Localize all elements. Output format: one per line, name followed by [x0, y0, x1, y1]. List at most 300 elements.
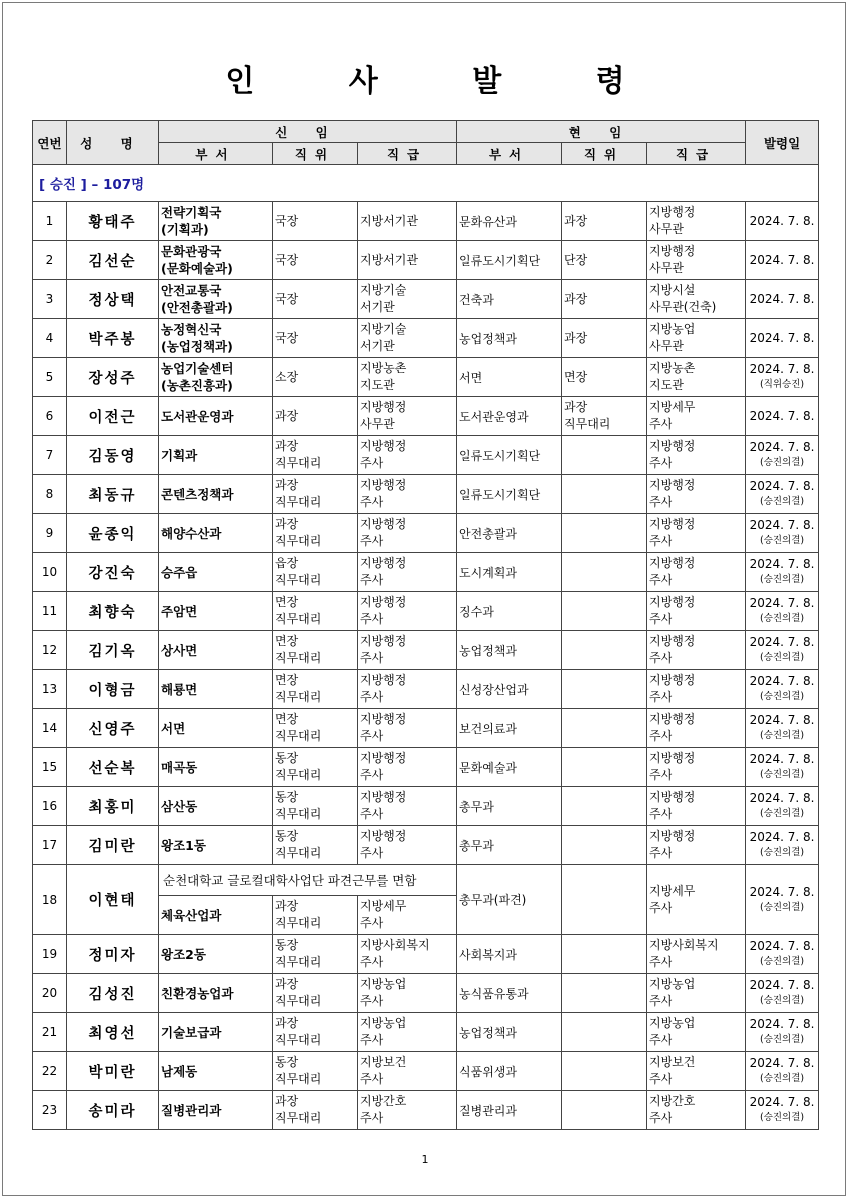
new-dept: 서면	[159, 709, 273, 748]
cell-line: 면장	[564, 369, 588, 384]
cell-line: 지방행정	[360, 595, 407, 609]
cell-line: 면장	[275, 673, 299, 687]
cell-line: 직무대리	[275, 1111, 322, 1125]
new-dept	[159, 319, 273, 358]
current-dept: 농식품유통과	[457, 974, 562, 1013]
date-value: 2024. 7. 8.	[749, 713, 815, 727]
cell-line: 과장	[564, 213, 588, 228]
current-position	[562, 397, 647, 436]
new-grade	[358, 436, 457, 475]
new-position	[273, 709, 358, 748]
current-dept: 농업정책과	[457, 319, 562, 358]
cell-line: 주사	[360, 651, 384, 665]
row-number: 4	[33, 319, 67, 358]
cell-line: 지방세무	[649, 400, 696, 414]
header-cur-dept: 부서	[457, 143, 562, 165]
header-cur-grade: 직급	[647, 143, 746, 165]
person-name: 최동규	[67, 475, 159, 514]
current-dept: 문화예술과	[457, 748, 562, 787]
cell-line: 지방행정	[360, 829, 407, 843]
current-dept: 도서관운영과	[457, 397, 562, 436]
current-position	[562, 974, 647, 1013]
new-position	[273, 592, 358, 631]
cell-line: 직무대리	[275, 807, 322, 821]
cell-line: 지방행정	[649, 478, 696, 492]
current-dept: 문화유산과	[457, 202, 562, 241]
current-grade	[647, 631, 746, 670]
header-new-grade: 직급	[358, 143, 457, 165]
cell-line: 지방간호	[649, 1094, 696, 1108]
cell-line: 직무대리	[275, 1072, 322, 1086]
person-name: 김기옥	[67, 631, 159, 670]
cell-line: 주사	[649, 456, 673, 470]
date-value: 2024. 7. 8.	[749, 596, 815, 610]
current-position	[562, 826, 647, 865]
current-grade	[647, 826, 746, 865]
issue-date	[746, 241, 819, 280]
cell-line: 사무관	[649, 339, 684, 353]
cell-line: 직무대리	[275, 955, 322, 969]
current-position	[562, 709, 647, 748]
person-name: 이전근	[67, 397, 159, 436]
cell-line: 면장	[275, 595, 299, 609]
table-row	[33, 358, 819, 397]
table-row	[33, 1091, 819, 1130]
table-row	[33, 592, 819, 631]
row-number: 23	[33, 1091, 67, 1130]
current-position	[562, 1013, 647, 1052]
row-number: 13	[33, 670, 67, 709]
cell-line: 주사	[649, 534, 673, 548]
current-dept: 보건의료과	[457, 709, 562, 748]
cell-line: 과장	[275, 517, 299, 531]
current-grade	[647, 397, 746, 436]
cell-line: 과장	[564, 330, 588, 345]
current-grade	[647, 670, 746, 709]
current-grade	[647, 280, 746, 319]
new-dept	[159, 358, 273, 397]
person-name: 정미자	[67, 935, 159, 974]
new-dept: 친환경농업과	[159, 974, 273, 1013]
person-name: 이현태	[67, 865, 159, 935]
personnel-table	[32, 120, 819, 1130]
cell-line: 과장	[564, 400, 588, 414]
cell-line: 안전교통국	[161, 283, 222, 298]
new-grade	[358, 631, 457, 670]
date-value: 2024. 7. 8.	[749, 1056, 815, 1070]
current-position	[562, 1091, 647, 1130]
new-position	[273, 748, 358, 787]
cell-line: 전략기획국	[161, 205, 222, 220]
cell-line: 지방세무	[360, 899, 407, 913]
new-dept: 남제동	[159, 1052, 273, 1091]
person-name: 이형금	[67, 670, 159, 709]
new-grade	[358, 475, 457, 514]
cell-line: 주사	[649, 690, 673, 704]
date-value: 2024. 7. 8.	[749, 440, 815, 454]
cell-line: 지방서기관	[360, 213, 418, 228]
new-position	[273, 631, 358, 670]
new-dept: 상사면	[159, 631, 273, 670]
current-dept: 농업정책과	[457, 1013, 562, 1052]
cell-line: 주사	[649, 495, 673, 509]
current-grade	[647, 241, 746, 280]
cell-line: (농업정책과)	[161, 339, 233, 354]
cell-line: 지방행정	[360, 712, 407, 726]
row-number: 12	[33, 631, 67, 670]
issue-date	[746, 319, 819, 358]
date-value: 2024. 7. 8.	[749, 213, 815, 228]
cell-line: 주사	[360, 612, 384, 626]
cell-line: 주사	[649, 955, 673, 969]
new-position	[273, 670, 358, 709]
cell-line: 국장	[275, 213, 299, 228]
new-grade	[358, 358, 457, 397]
cell-line: 지방행정	[360, 517, 407, 531]
page-title: 인 사 발 령	[225, 64, 667, 99]
header-cur-pos: 직위	[562, 143, 647, 165]
current-grade	[647, 358, 746, 397]
person-name: 최향숙	[67, 592, 159, 631]
new-dept: 삼산동	[159, 787, 273, 826]
current-position	[562, 358, 647, 397]
new-position	[273, 896, 358, 935]
issue-date	[746, 748, 819, 787]
current-dept: 질병관리과	[457, 1091, 562, 1130]
new-position	[273, 1052, 358, 1091]
cell-line: 지방행정	[649, 712, 696, 726]
issue-date	[746, 631, 819, 670]
cell-line: 과장	[275, 1016, 299, 1030]
new-grade	[358, 896, 457, 935]
cell-line: 지방서기관	[360, 252, 418, 267]
date-note: (승진의결)	[760, 613, 805, 624]
new-grade	[358, 202, 457, 241]
cell-line: 사무관	[649, 222, 684, 236]
cell-line: 지방행정	[649, 517, 696, 531]
person-name: 선순복	[67, 748, 159, 787]
issue-date	[746, 592, 819, 631]
cell-line: 농업기술센터	[161, 361, 234, 376]
current-dept: 농업정책과	[457, 631, 562, 670]
cell-line: 지도관	[649, 378, 684, 392]
new-grade	[358, 1013, 457, 1052]
cell-line: 지방행정	[360, 673, 407, 687]
cell-line: 국장	[275, 252, 299, 267]
current-dept: 사회복지과	[457, 935, 562, 974]
cell-line: 지방농업	[649, 977, 696, 991]
row-number: 21	[33, 1013, 67, 1052]
cell-line: 지방기술	[360, 322, 407, 336]
current-position	[562, 787, 647, 826]
cell-line: 과장	[275, 977, 299, 991]
date-value: 2024. 7. 8.	[749, 479, 815, 493]
cell-line: 지방보건	[360, 1055, 407, 1069]
new-dept: 매곡동	[159, 748, 273, 787]
new-position	[273, 202, 358, 241]
person-name: 강진숙	[67, 553, 159, 592]
new-position	[273, 935, 358, 974]
current-dept: 일류도시기획단	[457, 241, 562, 280]
date-value: 2024. 7. 8.	[749, 884, 815, 899]
new-dept: 주암면	[159, 592, 273, 631]
cell-line: 지도관	[360, 378, 395, 392]
cell-line: 지방사회복지	[649, 938, 719, 952]
table-row	[33, 475, 819, 514]
cell-line: 지방시설	[649, 283, 696, 297]
date-value: 2024. 7. 8.	[749, 635, 815, 649]
person-name: 신영주	[67, 709, 159, 748]
row-number: 17	[33, 826, 67, 865]
person-name: 김미란	[67, 826, 159, 865]
cell-line: 직무대리	[275, 1033, 322, 1047]
cell-line: 주사	[649, 417, 673, 431]
table-row	[33, 514, 819, 553]
table-row	[33, 787, 819, 826]
date-value: 2024. 7. 8.	[749, 557, 815, 571]
cell-line: 지방행정	[649, 556, 696, 570]
date-note: (승진의결)	[760, 730, 805, 741]
new-grade	[358, 280, 457, 319]
current-grade	[647, 319, 746, 358]
current-dept: 도시계획과	[457, 553, 562, 592]
issue-date	[746, 670, 819, 709]
issue-date	[746, 358, 819, 397]
cell-line: 지방농업	[360, 1016, 407, 1030]
date-note: (승진의결)	[760, 956, 805, 967]
cell-line: 과장	[275, 478, 299, 492]
date-note: (승진의결)	[760, 496, 805, 507]
cell-line: 주사	[360, 955, 384, 969]
current-dept: 총무과	[457, 787, 562, 826]
cell-line: (농촌진흥과)	[161, 378, 233, 393]
current-position	[562, 514, 647, 553]
cell-line: 지방행정	[649, 751, 696, 765]
new-position	[273, 358, 358, 397]
cell-line: 면장	[275, 712, 299, 726]
person-name: 장성주	[67, 358, 159, 397]
dispatch-note: 순천대학교 글로컬대학사업단 파견근무를 면함	[159, 865, 457, 896]
cell-line: 주사	[360, 690, 384, 704]
table-row	[33, 709, 819, 748]
cell-line: 주사	[649, 1111, 673, 1125]
date-value: 2024. 7. 8.	[749, 939, 815, 953]
person-name: 윤종익	[67, 514, 159, 553]
cell-line: 단장	[564, 252, 588, 267]
table-row	[33, 748, 819, 787]
current-dept: 서면	[457, 358, 562, 397]
person-name: 황태주	[67, 202, 159, 241]
date-value: 2024. 7. 8.	[749, 1095, 815, 1109]
current-position	[562, 935, 647, 974]
date-note: (승진의결)	[760, 574, 805, 585]
current-grade	[647, 475, 746, 514]
row-number: 10	[33, 553, 67, 592]
new-position	[273, 553, 358, 592]
cell-line: 소장	[275, 369, 299, 384]
current-position	[562, 475, 647, 514]
cell-line: 주사	[360, 1072, 384, 1086]
new-dept: 콘텐츠정책과	[159, 475, 273, 514]
person-name: 김성진	[67, 974, 159, 1013]
date-note: (승진의결)	[760, 457, 805, 468]
table-row	[33, 865, 819, 896]
row-number: 7	[33, 436, 67, 475]
date-note: (승진의결)	[760, 901, 805, 913]
current-position	[562, 202, 647, 241]
cell-line: 동장	[275, 790, 299, 804]
cell-line: 주사	[649, 994, 673, 1008]
date-value: 2024. 7. 8.	[749, 330, 815, 345]
table-row	[33, 436, 819, 475]
table-row	[33, 670, 819, 709]
date-note: (승진의결)	[760, 847, 805, 858]
cell-line: 지방간호	[360, 1094, 407, 1108]
current-position	[562, 1052, 647, 1091]
row-number: 8	[33, 475, 67, 514]
cell-line: 주사	[360, 729, 384, 743]
cell-line: (안전총괄과)	[161, 300, 233, 315]
cell-line: 지방농업	[649, 1016, 696, 1030]
current-grade	[647, 1052, 746, 1091]
cell-line: 동장	[275, 751, 299, 765]
header-new: 신 임	[159, 121, 457, 143]
new-position	[273, 1013, 358, 1052]
current-dept: 건축과	[457, 280, 562, 319]
row-number: 14	[33, 709, 67, 748]
cell-line: 사무관	[360, 417, 395, 431]
cell-line: 직무대리	[275, 651, 322, 665]
new-dept: 도서관운영과	[159, 397, 273, 436]
row-number: 19	[33, 935, 67, 974]
date-value: 2024. 7. 8.	[749, 291, 815, 306]
date-note: (승진의결)	[760, 1073, 805, 1084]
new-dept	[159, 202, 273, 241]
cell-line: 국장	[275, 291, 299, 306]
current-grade	[647, 514, 746, 553]
cell-line: 지방행정	[649, 829, 696, 843]
current-position	[562, 436, 647, 475]
date-value: 2024. 7. 8.	[749, 752, 815, 766]
cell-line: 지방농촌	[360, 361, 407, 375]
cell-line: 지방행정	[649, 634, 696, 648]
current-dept: 신성장산업과	[457, 670, 562, 709]
issue-date	[746, 514, 819, 553]
new-dept	[159, 280, 273, 319]
row-number: 9	[33, 514, 67, 553]
cell-line: 서기관	[360, 300, 395, 314]
date-value: 2024. 7. 8.	[749, 674, 815, 688]
person-name: 박미란	[67, 1052, 159, 1091]
table-row	[33, 553, 819, 592]
cell-line: 주사	[360, 916, 384, 930]
new-position	[273, 436, 358, 475]
current-dept: 총무과(파견)	[457, 865, 562, 935]
cell-line: 직무대리	[275, 846, 322, 860]
cell-line: 지방행정	[360, 439, 407, 453]
current-position	[562, 553, 647, 592]
date-note: (승진의결)	[760, 691, 805, 702]
cell-line: 지방농촌	[649, 361, 696, 375]
new-grade	[358, 241, 457, 280]
cell-line: 국장	[275, 330, 299, 345]
new-dept: 기획과	[159, 436, 273, 475]
cell-line: 동장	[275, 938, 299, 952]
cell-line: 주사	[649, 573, 673, 587]
cell-line: 직무대리	[275, 729, 322, 743]
cell-line: 지방행정	[360, 751, 407, 765]
current-grade	[647, 787, 746, 826]
table-row	[33, 202, 819, 241]
issue-date	[746, 202, 819, 241]
cell-line: 직무대리	[275, 994, 322, 1008]
current-grade	[647, 974, 746, 1013]
cell-line: 지방행정	[360, 790, 407, 804]
cell-line: 직무대리	[275, 916, 322, 930]
new-grade	[358, 787, 457, 826]
new-dept: 체육산업과	[159, 896, 273, 935]
current-grade	[647, 436, 746, 475]
cell-line: 지방농업	[360, 977, 407, 991]
cell-line: 지방행정	[649, 244, 696, 258]
cell-line: 주사	[360, 534, 384, 548]
header-current: 현 임	[457, 121, 746, 143]
new-grade	[358, 748, 457, 787]
issue-date	[746, 709, 819, 748]
cell-line: 읍장	[275, 556, 299, 570]
current-position	[562, 241, 647, 280]
row-number: 22	[33, 1052, 67, 1091]
cell-line: 과장	[564, 291, 588, 306]
issue-date	[746, 1091, 819, 1130]
cell-line: 서기관	[360, 339, 395, 353]
new-dept: 질병관리과	[159, 1091, 273, 1130]
table-row	[33, 280, 819, 319]
person-name: 송미라	[67, 1091, 159, 1130]
current-grade	[647, 935, 746, 974]
section-label: [ 승진 ] – 107명	[33, 165, 819, 202]
new-position	[273, 397, 358, 436]
cell-line: 주사	[360, 456, 384, 470]
cell-line: 주사	[360, 846, 384, 860]
person-name: 최영선	[67, 1013, 159, 1052]
cell-line: 지방행정	[360, 400, 407, 414]
new-dept: 기술보급과	[159, 1013, 273, 1052]
page-number: 1	[421, 1153, 429, 1166]
cell-line: 주사	[649, 612, 673, 626]
person-name: 정상택	[67, 280, 159, 319]
current-position	[562, 280, 647, 319]
cell-line: 사무관	[649, 261, 684, 275]
date-note: (승진의결)	[760, 808, 805, 819]
date-note: (승진의결)	[760, 1112, 805, 1123]
date-value: 2024. 7. 8.	[749, 252, 815, 267]
cell-line: 지방농업	[649, 322, 696, 336]
cell-line: 지방기술	[360, 283, 407, 297]
person-name: 박주봉	[67, 319, 159, 358]
cell-line: 지방행정	[649, 205, 696, 219]
new-position	[273, 826, 358, 865]
cell-line: (문화예술과)	[161, 261, 233, 276]
current-dept: 징수과	[457, 592, 562, 631]
table-row	[33, 935, 819, 974]
table-row	[33, 397, 819, 436]
new-dept: 왕조2동	[159, 935, 273, 974]
row-number: 16	[33, 787, 67, 826]
issue-date	[746, 935, 819, 974]
cell-line: 지방행정	[649, 673, 696, 687]
cell-line: 지방행정	[649, 439, 696, 453]
